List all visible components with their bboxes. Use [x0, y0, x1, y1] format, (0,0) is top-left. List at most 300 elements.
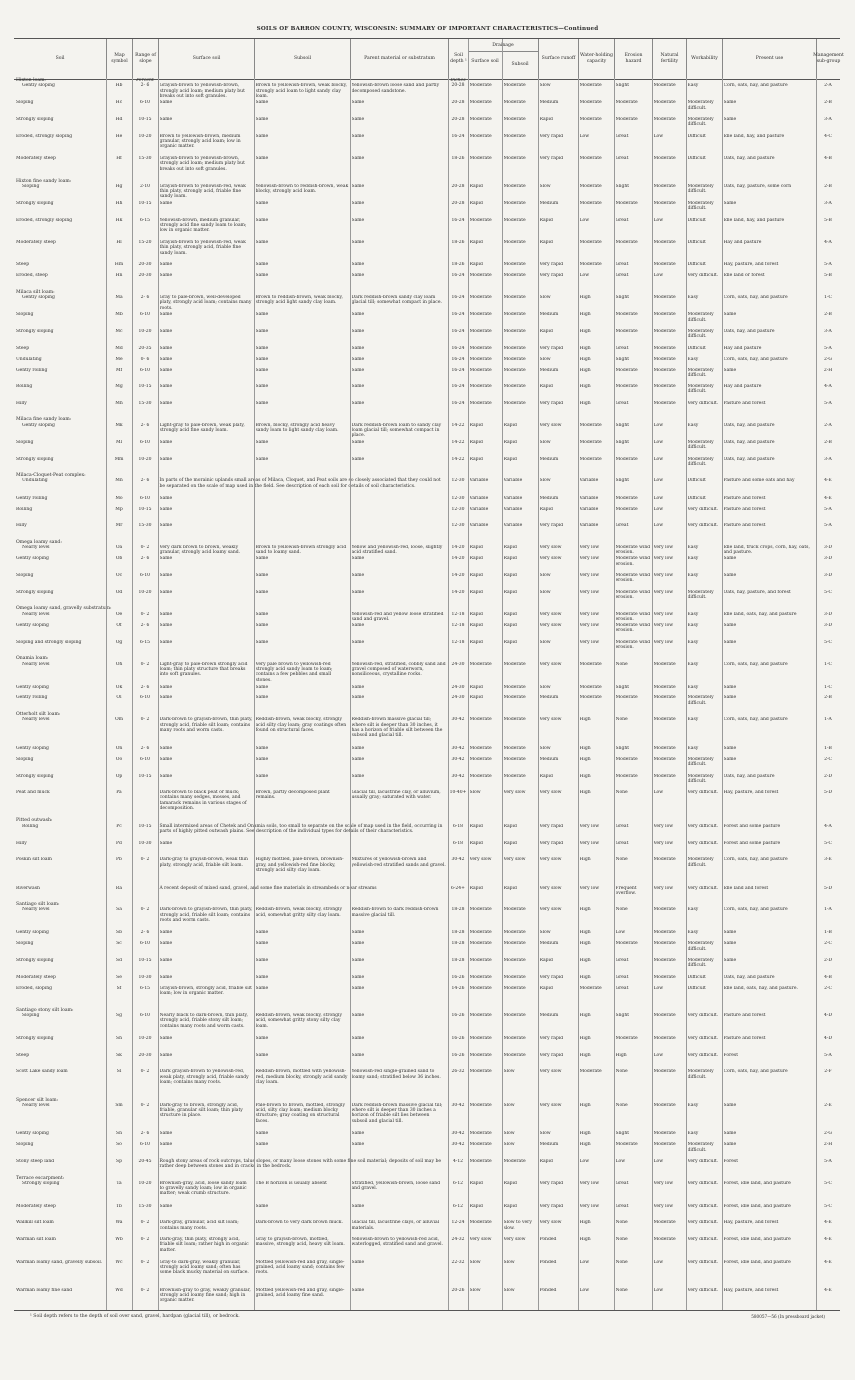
cell-text: Moderate	[503, 262, 526, 268]
cell-text: Great	[615, 133, 629, 139]
cell-wh	[580, 295, 613, 312]
header-drainage-rule	[468, 51, 538, 52]
cell-text: Same	[351, 217, 365, 223]
cell-mg	[818, 1288, 839, 1310]
cell-pu	[724, 695, 815, 712]
cell-text: Variable	[469, 506, 489, 512]
cell-wk	[688, 478, 721, 495]
cell-text: Mo	[115, 495, 123, 501]
cell-sf	[160, 156, 253, 178]
cell-text: Mg	[115, 384, 123, 390]
cell-text: 10-15	[138, 117, 152, 123]
cell-text: Same	[255, 611, 269, 617]
cell-text: 5-A	[824, 1158, 832, 1164]
cell-pm	[352, 218, 447, 240]
cell-text: Rapid	[469, 200, 483, 206]
cell-text: Difficult	[687, 345, 706, 351]
header-soil: Soil	[55, 56, 65, 62]
cell-db	[504, 640, 537, 657]
cell-ro	[540, 790, 577, 818]
cell-text: 6-15	[139, 217, 151, 223]
cell-wh	[580, 1220, 613, 1237]
cell-text: Moderate	[653, 1237, 676, 1243]
cell-text: High	[579, 717, 591, 723]
cell-s	[108, 312, 131, 329]
cell-text: Low	[653, 217, 664, 223]
cell-text: Very low	[653, 639, 674, 645]
cell-wk	[688, 1069, 721, 1097]
cell-text: Same	[255, 1142, 269, 1148]
cell-text: Very slow	[539, 611, 562, 617]
cell-text: Rapid	[469, 823, 483, 829]
cell-s	[108, 685, 131, 696]
cell-text: Very slow	[539, 623, 562, 629]
table-row	[14, 930, 840, 941]
cell-ro	[540, 556, 577, 573]
cell-text: Same	[351, 183, 365, 189]
cell-db	[504, 329, 537, 346]
cell-text: Moderate	[579, 985, 602, 991]
cell-soil	[16, 218, 106, 240]
cell-r	[134, 273, 157, 290]
cell-text: Glacial till, lacustrine clays, or alluvial materials.	[351, 1220, 440, 1231]
cell-text: He	[115, 133, 123, 139]
cell-text: 5-A	[824, 1052, 832, 1058]
cell-text: Very slow	[539, 790, 562, 796]
cell-text: 26-32	[451, 1069, 465, 1075]
cell-text: Rapid	[503, 823, 517, 829]
cell-text: Grayish-brown to yellowish-brown, strongly acid loam; medium platy but breaks out into soft granules.	[159, 83, 245, 99]
cell-wk	[688, 423, 721, 440]
cell-text: Hm	[114, 262, 124, 268]
table-row	[14, 329, 840, 346]
cell-sb	[256, 134, 349, 156]
cell-soil	[22, 1181, 106, 1204]
cell-pu	[724, 662, 815, 685]
cell-text: Strongly sloping	[16, 117, 54, 123]
cell-text: Dark-brown to grayish-brown, thin platy, strongly acid, friable silt loam; contains roots and worm casts.	[159, 907, 253, 924]
cell-wh	[580, 824, 613, 841]
cell-text: 16-24	[451, 400, 465, 406]
column-rule	[254, 78, 255, 1310]
cell-text: Same	[351, 756, 365, 762]
cell-wh	[580, 623, 613, 640]
cell-r	[134, 746, 157, 757]
header-drainage-subsoil: Subsoil	[511, 62, 529, 67]
cell-pm	[352, 717, 447, 746]
cell-ds	[470, 685, 501, 696]
cell-text: Poskin silt loam	[16, 857, 52, 863]
cell-s	[108, 1181, 131, 1204]
cell-text: Oats, hay, pasture, and forest	[723, 589, 791, 595]
cell-text: Moderate	[615, 329, 638, 334]
cell-ds	[470, 1288, 501, 1310]
cell-pu	[724, 423, 815, 440]
cell-text: High	[579, 356, 591, 362]
cell-pm	[352, 1013, 447, 1036]
cell-wk	[688, 295, 721, 312]
cell-pm	[352, 1237, 447, 1259]
cell-text: Pasture and forest	[723, 495, 766, 501]
cell-d	[450, 556, 467, 573]
cell-pm	[352, 1053, 447, 1070]
cell-text: 0- 2	[140, 545, 150, 551]
cell-text: Ponded	[539, 1237, 557, 1243]
cell-eh	[616, 262, 651, 273]
cell-text: Moderately difficult.	[687, 183, 714, 195]
cell-text: Same	[351, 1259, 365, 1265]
cell-s	[108, 423, 131, 440]
cell-text: 6-10	[139, 1013, 151, 1019]
cell-text: Same	[351, 439, 365, 445]
cell-r	[134, 329, 157, 346]
cell-mg	[818, 1159, 839, 1176]
cell-ro	[540, 1288, 577, 1310]
cell-text: Reddish-brown, weak blocky, strongly acid silty clay loam; gray coatings often found on structural faces.	[255, 717, 347, 733]
cell-s	[108, 1204, 131, 1221]
table-row	[14, 1220, 840, 1237]
cell-d	[450, 545, 467, 556]
cell-text: 14-22	[451, 456, 465, 462]
cell-sf	[160, 717, 253, 746]
cell-wh	[580, 841, 613, 858]
cell-wk	[688, 907, 721, 930]
cell-text: Moderate	[503, 746, 526, 751]
cell-r	[134, 1142, 157, 1159]
cell-text: High	[579, 1102, 591, 1108]
cell-d	[450, 240, 467, 262]
cell-text: Moderate	[653, 1069, 676, 1075]
cell-s	[108, 757, 131, 774]
cell-text: Same	[159, 506, 173, 512]
cell-text: Dark-brown to very dark brown muck.	[255, 1220, 343, 1226]
cell-text: Moderate	[503, 1158, 526, 1164]
cell-text: Same	[255, 217, 269, 223]
cell-soil	[16, 273, 106, 290]
cell-d	[450, 523, 467, 540]
cell-ro	[540, 1069, 577, 1097]
cell-text: Moderately steep	[16, 240, 56, 245]
cell-r	[134, 312, 157, 329]
cell-text: Moderate	[653, 717, 676, 723]
cell-text: Sloping	[16, 941, 34, 947]
cell-text: Rapid	[503, 639, 517, 645]
cell-nf	[654, 1142, 685, 1159]
cell-text: 12-18	[451, 639, 465, 645]
cell-text: Same	[159, 941, 173, 947]
cell-text: Hay and pasture	[723, 240, 762, 245]
cell-text: Oc	[115, 573, 123, 579]
table-row	[14, 134, 840, 156]
cell-wh	[580, 457, 613, 474]
cell-text: Sloping	[22, 183, 40, 189]
cell-text: Variable	[469, 523, 489, 529]
cell-ds	[470, 1053, 501, 1070]
cell-db	[504, 941, 537, 958]
cell-text: Rapid	[469, 422, 483, 428]
cell-text: Brown to yellowish-brown, medium granular, strongly acid loam; low in organic matter.	[159, 133, 241, 150]
cell-text: Grayish-brown to yellowish-red, weak thin platy, strongly acid, friable fine sandy loam.	[159, 183, 246, 200]
cell-sb	[256, 273, 349, 290]
cell-text: 24-30	[451, 695, 465, 701]
cell-text: Variable	[503, 495, 523, 501]
cell-text: Moderate	[469, 384, 492, 390]
cell-s	[108, 218, 131, 240]
cell-sf	[160, 841, 253, 858]
cell-text: 1-C	[824, 661, 832, 667]
cell-text: Very difficult.	[687, 523, 719, 529]
cell-ro	[540, 240, 577, 262]
cell-nf	[654, 478, 685, 495]
cell-text: 0- 6	[140, 356, 150, 362]
cell-text: Variable	[579, 478, 599, 484]
cell-eh	[616, 774, 651, 791]
cell-sb	[256, 240, 349, 262]
cell-pm	[352, 930, 447, 941]
cell-sf	[160, 1069, 253, 1097]
cell-d	[450, 1036, 467, 1053]
cell-text: Moderate	[615, 1142, 638, 1148]
cell-nf	[654, 841, 685, 858]
cell-s	[108, 958, 131, 975]
cell-text: Great	[615, 1180, 629, 1186]
cell-text: Hh	[115, 200, 123, 206]
cell-sf	[160, 1181, 253, 1204]
cell-wk	[688, 886, 721, 903]
soil-table	[14, 78, 840, 1310]
cell-text: Same	[351, 117, 365, 123]
cell-text: Oe	[115, 611, 123, 617]
cell-text: High	[579, 1013, 591, 1019]
cell-text: 2-C	[824, 985, 832, 991]
cell-pm	[352, 790, 447, 818]
cell-text: Rapid	[469, 623, 483, 629]
cell-text: 16-26	[451, 1036, 465, 1041]
cell-nf	[654, 184, 685, 201]
cell-text: Hn	[115, 273, 123, 279]
cell-db	[504, 507, 537, 524]
cell-text: Rapid	[539, 217, 553, 223]
cell-sb	[256, 440, 349, 457]
cell-text: Same	[351, 1131, 365, 1137]
cell-ds	[470, 824, 501, 841]
cell-text: Same	[255, 312, 269, 318]
cell-pu	[724, 218, 815, 240]
cell-text: Same	[351, 974, 365, 980]
cell-text: Scott Lake sandy loam	[16, 1069, 68, 1075]
cell-s	[108, 1260, 131, 1288]
cell-text: Very rapid	[539, 1052, 564, 1058]
cell-s	[108, 640, 131, 657]
column-rule	[132, 78, 133, 1310]
cell-text: Se	[116, 974, 122, 980]
cell-sf	[160, 1053, 253, 1070]
cell-text: None	[615, 1102, 628, 1108]
cell-ro	[540, 117, 577, 134]
cell-text: High	[579, 1036, 591, 1041]
cell-sf	[160, 958, 253, 975]
cell-pm	[352, 240, 447, 262]
cell-text: Same	[255, 773, 269, 779]
cell-text: Oats, hay, and pasture	[723, 439, 775, 445]
cell-sb	[256, 623, 349, 640]
cell-r	[134, 240, 157, 262]
cell-db	[504, 184, 537, 201]
cell-text: Moderate	[653, 773, 676, 779]
cell-text: Easy	[687, 907, 699, 913]
cell-text: Moderate	[469, 312, 492, 318]
cell-text: 0- 2	[140, 857, 150, 863]
cell-text: Same	[255, 556, 269, 562]
cell-ds	[470, 941, 501, 958]
cell-soil	[22, 545, 106, 556]
cell-text: Difficult	[687, 495, 706, 501]
cell-text: Moderate	[615, 117, 638, 123]
table-row	[14, 473, 840, 495]
cell-d	[450, 1131, 467, 1142]
cell-text: Very slow	[503, 857, 526, 863]
cell-text: Slow	[539, 439, 551, 445]
cell-text: 15-30	[138, 400, 152, 406]
cell-soil	[16, 1131, 106, 1142]
cell-db	[504, 590, 537, 607]
cell-text: Moderately difficult.	[687, 957, 714, 969]
cell-text: 0- 2	[140, 1069, 150, 1075]
cell-text: Dark-gray, granular, acid silt loam; contains many roots.	[159, 1220, 239, 1231]
cell-text: The B horizon is usually absent	[255, 1180, 327, 1186]
cell-sb	[256, 1204, 349, 1221]
cell-text: Mottled yellowish-red and gray, single-grained, acid loamy sand; contains few roots.	[255, 1259, 345, 1276]
cell-pu	[724, 975, 815, 986]
cell-pu	[724, 457, 815, 474]
cell-eh	[616, 1159, 651, 1176]
cell-mg	[818, 623, 839, 640]
cell-text: 6-18	[452, 840, 464, 846]
cell-sb	[256, 1069, 349, 1097]
cell-text: Moderate	[615, 695, 638, 701]
cell-sf	[160, 1220, 253, 1237]
cell-text: Oats, hay, and pasture	[723, 156, 775, 162]
cell-text: Moderate	[503, 273, 526, 279]
cell-s	[108, 930, 131, 941]
cell-text: Low	[653, 456, 664, 462]
cell-ro	[540, 746, 577, 757]
cell-text: Grayish-brown to yellowish-brown, strongly acid loam; medium platy but breaks out into soft granules.	[159, 156, 245, 172]
cell-text: Gently sloping	[16, 684, 49, 690]
cell-text: Md	[115, 345, 123, 351]
cell-ds	[470, 975, 501, 986]
cell-sf	[160, 218, 253, 240]
table-row	[14, 958, 840, 975]
cell-text: 16-24	[451, 384, 465, 390]
cell-text: Same	[723, 100, 737, 106]
cell-wh	[580, 440, 613, 457]
cell-text: Same	[159, 573, 173, 579]
cell-text: Very dark brown to brown, weakly granular, strongly acid loamy sand.	[159, 545, 241, 556]
cell-d	[450, 717, 467, 746]
cell-pu	[724, 295, 815, 312]
cell-sb	[256, 941, 349, 958]
cell-text: Great	[615, 273, 629, 279]
cell-s	[108, 857, 131, 885]
cell-text: 12-30	[451, 478, 465, 484]
cell-d	[450, 423, 467, 440]
cell-text: Very low	[653, 573, 674, 579]
cell-text: Moderate	[653, 156, 676, 162]
cell-eh	[616, 478, 651, 495]
cell-sb	[256, 857, 349, 885]
cell-text: Moderate	[469, 295, 492, 301]
cell-text: Steep	[16, 345, 30, 351]
cell-pu	[724, 886, 815, 903]
cell-text: 20-28	[451, 200, 465, 206]
cell-text: Moderate	[469, 329, 492, 334]
cell-r	[134, 1260, 157, 1288]
cell-text: Slow	[503, 1142, 515, 1148]
cell-eh	[616, 975, 651, 986]
cell-nf	[654, 958, 685, 975]
cell-text: Moderate	[615, 773, 638, 779]
cell-text: Variable	[579, 523, 599, 529]
cell-sb	[256, 1288, 349, 1310]
cell-text: 12-30	[451, 495, 465, 501]
cell-ro	[540, 958, 577, 975]
cell-db	[504, 986, 537, 1008]
cell-db	[504, 1013, 537, 1036]
cell-text: 4-B	[824, 156, 832, 162]
cell-text: Easy	[687, 639, 699, 645]
cell-text: Moderate	[469, 83, 492, 89]
cell-r	[134, 201, 157, 218]
cell-text: Moderate	[615, 100, 638, 106]
cell-text: Nearly level	[22, 717, 50, 723]
cell-text: Great	[615, 823, 629, 829]
cell-text: Same	[255, 200, 269, 206]
cell-s	[108, 1013, 131, 1036]
cell-text: 2- 6	[140, 422, 150, 428]
cell-r	[134, 695, 157, 712]
cell-sb	[256, 717, 349, 746]
cell-sf	[160, 774, 253, 791]
cell-sf	[160, 590, 253, 607]
cell-nf	[654, 685, 685, 696]
cell-text: Low	[653, 506, 664, 512]
cell-pm	[352, 573, 447, 590]
cell-ds	[470, 384, 501, 401]
cell-wk	[688, 930, 721, 941]
cell-text: 3-D	[824, 623, 832, 629]
cell-text: Gently sloping	[22, 295, 55, 301]
cell-text: Reddish-brown, weak blocky, strongly acid, somewhat gritty silty clay loam.	[255, 907, 343, 918]
cell-wk	[688, 117, 721, 134]
cell-text: Very rapid	[539, 523, 564, 529]
table-row	[14, 1159, 840, 1176]
cell-text: 5-C	[824, 1203, 832, 1209]
cell-text: Low	[653, 1158, 664, 1164]
cell-text: Moderate	[469, 974, 492, 980]
cell-pm	[352, 201, 447, 218]
cell-soil	[16, 958, 106, 975]
cell-text: Easy	[687, 573, 699, 579]
footnote: ¹ Soil depth refers to the depth of soil over sand, gravel, hardpan (glacial till), or bedrock.	[30, 1314, 240, 1319]
cell-text: None	[615, 1287, 628, 1293]
cell-ro	[540, 774, 577, 791]
cell-text: 4-12	[452, 1158, 464, 1164]
cell-text: Sc	[116, 941, 122, 947]
cell-text: Brownish-gray to gray, weakly granular, strongly acid loamy fine sand; high in organic matter.	[159, 1287, 251, 1304]
header-range-of-slope: Range of slope	[132, 39, 158, 79]
cell-pm	[352, 1103, 447, 1132]
